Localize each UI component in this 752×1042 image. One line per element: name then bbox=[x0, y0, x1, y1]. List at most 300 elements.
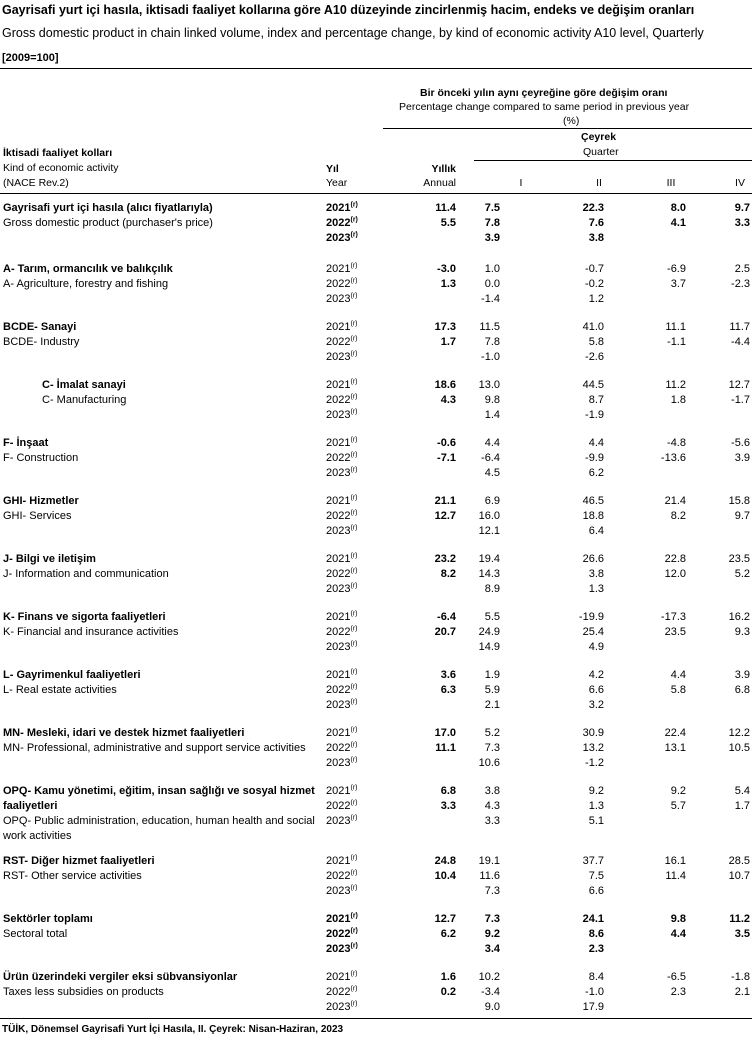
value-q1: 2.1 bbox=[484, 699, 500, 711]
value-q1: 9.2 bbox=[484, 928, 500, 940]
value-q3: 8.2 bbox=[670, 510, 686, 522]
activity-name bbox=[42, 378, 312, 408]
value-q2: 8.7 bbox=[588, 394, 604, 406]
value-q4: 6.8 bbox=[734, 684, 750, 696]
value-annual: -0.6 bbox=[437, 437, 456, 449]
revision-mark: (r) bbox=[350, 262, 358, 270]
value-q2: 7.5 bbox=[588, 870, 604, 882]
value-q1: 3.4 bbox=[484, 943, 500, 955]
year-cell: 2021$^{(r)}$ bbox=[326, 668, 358, 681]
value-q2: 8.6 bbox=[588, 928, 604, 940]
value-q3: 11.4 bbox=[665, 870, 686, 882]
value-annual: 10.4 bbox=[434, 870, 456, 882]
activity-name-tr: GHI- Hizmetler bbox=[3, 495, 79, 507]
value-annual: 12.7 bbox=[434, 913, 456, 925]
year-cell: 2022$^{(r)}$ bbox=[326, 741, 358, 754]
year-cell: 2021$^{(r)}$ bbox=[326, 494, 358, 507]
header-quarter-rule bbox=[474, 160, 752, 161]
revision-mark: (r) bbox=[350, 567, 358, 575]
revision-mark: (r) bbox=[350, 683, 358, 691]
value-q1: -1.0 bbox=[481, 351, 500, 363]
activity-name-tr: F- İnşaat bbox=[3, 437, 49, 449]
value-q2: 46.5 bbox=[582, 495, 604, 507]
year-cell: 2022$^{(r)}$ bbox=[326, 985, 358, 998]
year-cell: 2022$^{(r)}$ bbox=[326, 216, 358, 229]
value-q3: -13.6 bbox=[660, 452, 686, 464]
value-annual: 17.3 bbox=[434, 321, 456, 333]
value-q2: -0.7 bbox=[585, 263, 604, 275]
value-q1: 11.6 bbox=[479, 870, 500, 882]
year-cell: 2021$^{(r)}$ bbox=[326, 726, 358, 739]
value-annual: 3.3 bbox=[440, 800, 456, 812]
revision-mark: (r) bbox=[350, 393, 358, 401]
revision-mark: (r) bbox=[350, 756, 358, 764]
year-cell: 2021$^{(r)}$ bbox=[326, 784, 358, 797]
activity-name-en: Taxes less subsidies on products bbox=[3, 986, 164, 998]
year-cell: 2021$^{(r)}$ bbox=[326, 262, 358, 275]
value-annual: 18.6 bbox=[434, 379, 456, 391]
header-change-rule bbox=[383, 128, 752, 129]
value-q4: 3.9 bbox=[734, 452, 750, 464]
value-q2: -19.9 bbox=[578, 611, 604, 623]
value-annual: 11.4 bbox=[435, 202, 456, 214]
revision-mark: (r) bbox=[350, 970, 358, 978]
value-q3: 4.4 bbox=[670, 928, 686, 940]
value-q3: 4.1 bbox=[670, 217, 686, 229]
activity-group bbox=[0, 436, 752, 494]
value-q3: -4.8 bbox=[667, 437, 686, 449]
value-q2: 8.4 bbox=[588, 971, 604, 983]
value-annual: -7.1 bbox=[437, 452, 456, 464]
year-cell: 2022$^{(r)}$ bbox=[326, 799, 358, 812]
value-annual: 5.5 bbox=[440, 217, 456, 229]
activity-name-tr: C- İmalat sanayi bbox=[42, 379, 126, 391]
value-q3: 22.4 bbox=[664, 727, 686, 739]
activity-name-en: MN- Professional, administrative and support service activities bbox=[3, 742, 306, 754]
year-cell: 2021$^{(r)}$ bbox=[326, 912, 358, 925]
value-q1: 14.9 bbox=[478, 641, 500, 653]
year-cell: 2023$^{(r)}$ bbox=[326, 466, 358, 479]
year-cell: 2021$^{(r)}$ bbox=[326, 436, 358, 449]
activity-group bbox=[0, 784, 752, 854]
year-cell: 2023$^{(r)}$ bbox=[326, 756, 358, 769]
header-percent: (%) bbox=[563, 115, 580, 127]
value-q4: 2.1 bbox=[734, 986, 750, 998]
value-q1: -3.4 bbox=[481, 986, 500, 998]
activity-name-en: Gross domestic product (purchaser's price) bbox=[3, 217, 213, 229]
value-q2: 3.8 bbox=[588, 568, 604, 580]
year-cell: 2023$^{(r)}$ bbox=[326, 292, 358, 305]
year-cell: 2021$^{(r)}$ bbox=[326, 378, 358, 391]
year-cell: 2022$^{(r)}$ bbox=[326, 509, 358, 522]
value-q1: 3.9 bbox=[484, 232, 500, 244]
year-cell: 2022$^{(r)}$ bbox=[326, 869, 358, 882]
value-q2: 1.3 bbox=[588, 583, 604, 595]
value-annual: 20.7 bbox=[434, 626, 456, 638]
value-q3: 11.1 bbox=[665, 321, 686, 333]
year-cell: 2023$^{(r)}$ bbox=[326, 942, 358, 955]
header-top-rule bbox=[0, 68, 752, 69]
revision-mark: (r) bbox=[350, 640, 358, 648]
activity-name-tr: RST- Diğer hizmet faaliyetleri bbox=[3, 855, 155, 867]
activity-group bbox=[0, 668, 752, 726]
value-q2: 4.4 bbox=[588, 437, 604, 449]
value-q4: 11.2 bbox=[729, 913, 750, 925]
value-q2: -1.9 bbox=[585, 409, 604, 421]
activity-name-en: RST- Other service activities bbox=[3, 870, 142, 882]
value-annual: 6.3 bbox=[440, 684, 456, 696]
header-change-en: Percentage change compared to same period in previous year bbox=[399, 101, 690, 113]
value-q3: 5.8 bbox=[670, 684, 686, 696]
activity-name-en: Sectoral total bbox=[3, 928, 68, 940]
value-q1: 3.8 bbox=[484, 785, 500, 797]
activity-name-en: F- Construction bbox=[3, 452, 79, 464]
activity-name bbox=[3, 912, 321, 942]
value-q2: -9.9 bbox=[585, 452, 604, 464]
year-cell: 2021$^{(r)}$ bbox=[326, 320, 358, 333]
activity-name-tr: BCDE- Sanayi bbox=[3, 321, 77, 333]
revision-mark: (r) bbox=[350, 216, 358, 224]
value-q1: 0.0 bbox=[484, 278, 500, 290]
value-q2: 24.1 bbox=[582, 913, 604, 925]
revision-mark: (r) bbox=[350, 582, 358, 590]
year-cell: 2022$^{(r)}$ bbox=[326, 393, 358, 406]
value-q1: 19.4 bbox=[478, 553, 500, 565]
value-q3: 13.1 bbox=[664, 742, 686, 754]
activity-name-tr: MN- Mesleki, idari ve destek hizmet faaliyetleri bbox=[3, 727, 245, 739]
revision-mark: (r) bbox=[350, 854, 358, 862]
value-q3: 1.8 bbox=[670, 394, 686, 406]
value-q2: 7.6 bbox=[588, 217, 604, 229]
header-year-en: Year bbox=[326, 177, 348, 189]
value-q2: 2.3 bbox=[588, 943, 604, 955]
value-q2: 1.2 bbox=[588, 293, 604, 305]
value-q4: 10.5 bbox=[728, 742, 750, 754]
value-q2: 22.3 bbox=[582, 202, 604, 214]
value-q3: 12.0 bbox=[664, 568, 686, 580]
revision-mark: (r) bbox=[350, 451, 358, 459]
revision-mark: (r) bbox=[350, 320, 358, 328]
year-cell: 2021$^{(r)}$ bbox=[326, 854, 358, 867]
activity-name bbox=[3, 436, 321, 466]
footer-rule bbox=[0, 1018, 752, 1019]
value-q1: 8.9 bbox=[484, 583, 500, 595]
value-q4: -4.4 bbox=[731, 336, 750, 348]
value-q1: 10.6 bbox=[478, 757, 500, 769]
activity-name-en: OPQ- Public administration, education, human health and social work activities bbox=[3, 815, 315, 842]
revision-mark: (r) bbox=[350, 494, 358, 502]
activity-group bbox=[0, 726, 752, 784]
revision-mark: (r) bbox=[350, 814, 358, 822]
activity-name-tr: Ürün üzerindeki vergiler eksi sübvansiyonlar bbox=[3, 971, 238, 983]
revision-mark: (r) bbox=[350, 552, 358, 560]
activity-name-tr: Sektörler toplamı bbox=[3, 913, 93, 925]
value-q2: 13.2 bbox=[582, 742, 604, 754]
activity-name bbox=[3, 970, 321, 1000]
year-cell: 2023$^{(r)}$ bbox=[326, 884, 358, 897]
value-q1: 1.9 bbox=[484, 669, 500, 681]
activity-group bbox=[0, 320, 752, 378]
table-title: Gayrisafi yurt içi hasıla, iktisadi faaliyet kollarına göre A10 düzeyinde zincirlenmiş hacim, endeks ve değişim oranları bbox=[2, 3, 695, 17]
activity-group bbox=[0, 610, 752, 668]
year-cell: 2022$^{(r)}$ bbox=[326, 567, 358, 580]
value-annual: 8.2 bbox=[440, 568, 456, 580]
value-q4: -1.7 bbox=[731, 394, 750, 406]
activity-group bbox=[0, 970, 752, 1028]
value-q1: 4.4 bbox=[484, 437, 500, 449]
value-q3: 21.4 bbox=[664, 495, 686, 507]
revision-mark: (r) bbox=[350, 509, 358, 517]
revision-mark: (r) bbox=[350, 466, 358, 474]
value-q2: -1.2 bbox=[585, 757, 604, 769]
activity-name-tr: A- Tarım, ormancılık ve balıkçılık bbox=[3, 263, 173, 275]
header-activity-tr: İktisadi faaliyet kolları bbox=[3, 147, 113, 159]
year-cell: 2022$^{(r)}$ bbox=[326, 277, 358, 290]
revision-mark: (r) bbox=[350, 610, 358, 618]
value-q1: 4.5 bbox=[484, 467, 500, 479]
header-quarter-tr: Çeyrek bbox=[581, 131, 617, 143]
value-q4: 9.7 bbox=[734, 202, 750, 214]
value-q2: 6.6 bbox=[588, 684, 604, 696]
value-q4: 23.5 bbox=[728, 553, 750, 565]
revision-mark: (r) bbox=[350, 912, 358, 920]
revision-mark: (r) bbox=[350, 277, 358, 285]
year-cell: 2022$^{(r)}$ bbox=[326, 451, 358, 464]
value-q3: -1.1 bbox=[667, 336, 686, 348]
value-q1: 19.1 bbox=[478, 855, 500, 867]
activity-name-en: GHI- Services bbox=[3, 510, 72, 522]
source-footer: TÜİK, Dönemsel Gayrisafi Yurt İçi Hasıla, II. Çeyrek: Nisan-Haziran, 2023 bbox=[2, 1024, 344, 1035]
year-cell: 2023$^{(r)}$ bbox=[326, 582, 358, 595]
header-annual-tr: Yıllık bbox=[431, 163, 456, 175]
year-cell: 2022$^{(r)}$ bbox=[326, 683, 358, 696]
year-cell: 2021$^{(r)}$ bbox=[326, 610, 358, 623]
value-q1: 4.3 bbox=[484, 800, 500, 812]
revision-mark: (r) bbox=[350, 408, 358, 416]
value-q3: -17.3 bbox=[660, 611, 686, 623]
base-year-note: [2009=100] bbox=[2, 52, 59, 64]
value-annual: 1.6 bbox=[440, 971, 456, 983]
value-q2: 25.4 bbox=[582, 626, 604, 638]
revision-mark: (r) bbox=[350, 436, 358, 444]
year-cell: 2023$^{(r)}$ bbox=[326, 231, 358, 244]
value-q3: 9.2 bbox=[670, 785, 686, 797]
value-annual: -3.0 bbox=[437, 263, 456, 275]
value-q1: 7.5 bbox=[484, 202, 500, 214]
table-subtitle: Gross domestic product in chain linked volume, index and percentage change, by kind of economic activity A10 level, Quarterly bbox=[2, 26, 704, 40]
value-q1: 11.5 bbox=[479, 321, 500, 333]
value-q1: 9.0 bbox=[484, 1001, 500, 1013]
activity-name-en: K- Financial and insurance activities bbox=[3, 626, 179, 638]
value-q3: 8.0 bbox=[670, 202, 686, 214]
revision-mark: (r) bbox=[350, 799, 358, 807]
header-q1: I bbox=[519, 177, 523, 189]
year-cell: 2023$^{(r)}$ bbox=[326, 698, 358, 711]
activity-group bbox=[0, 552, 752, 610]
year-cell: 2022$^{(r)}$ bbox=[326, 335, 358, 348]
value-q2: 6.4 bbox=[588, 525, 604, 537]
activity-name-tr: Gayrisafi yurt içi hasıla (alıcı fiyatlarıyla) bbox=[3, 202, 213, 214]
value-q2: 1.3 bbox=[588, 800, 604, 812]
header-annual-en: Annual bbox=[423, 177, 456, 189]
value-q3: 3.7 bbox=[670, 278, 686, 290]
value-q4: 3.9 bbox=[734, 669, 750, 681]
activity-name bbox=[3, 494, 321, 524]
activity-group bbox=[0, 494, 752, 552]
value-q2: 6.6 bbox=[588, 885, 604, 897]
value-q1: 7.3 bbox=[484, 885, 500, 897]
header-bottom-rule bbox=[0, 193, 752, 194]
value-q4: 9.3 bbox=[734, 626, 750, 638]
value-q2: 6.2 bbox=[588, 467, 604, 479]
activity-group bbox=[0, 378, 752, 436]
activity-group bbox=[0, 912, 752, 970]
revision-mark: (r) bbox=[350, 524, 358, 532]
activity-name bbox=[3, 610, 321, 640]
revision-mark: (r) bbox=[350, 231, 358, 239]
value-annual: 3.6 bbox=[440, 669, 456, 681]
value-q1: 1.0 bbox=[484, 263, 500, 275]
value-q1: 7.3 bbox=[484, 742, 500, 754]
activity-group bbox=[0, 262, 752, 320]
value-q4: 28.5 bbox=[728, 855, 750, 867]
value-q3: 4.4 bbox=[670, 669, 686, 681]
revision-mark: (r) bbox=[350, 884, 358, 892]
value-annual: -6.4 bbox=[437, 611, 456, 623]
value-q2: -0.2 bbox=[585, 278, 604, 290]
value-q1: 5.5 bbox=[484, 611, 500, 623]
activity-name-en: J- Information and communication bbox=[3, 568, 169, 580]
year-cell: 2022$^{(r)}$ bbox=[326, 927, 358, 940]
value-annual: 4.3 bbox=[440, 394, 456, 406]
value-q1: 10.2 bbox=[478, 971, 500, 983]
activity-name bbox=[3, 726, 321, 756]
value-annual: 6.8 bbox=[440, 785, 456, 797]
value-q4: -5.6 bbox=[731, 437, 750, 449]
value-q1: 7.3 bbox=[484, 913, 500, 925]
value-q1: 9.8 bbox=[484, 394, 500, 406]
value-q1: 7.8 bbox=[484, 217, 500, 229]
value-q4: 12.7 bbox=[728, 379, 750, 391]
value-q4: 3.5 bbox=[734, 928, 750, 940]
value-annual: 11.1 bbox=[435, 742, 456, 754]
year-cell: 2021$^{(r)}$ bbox=[326, 970, 358, 983]
value-q4: -1.8 bbox=[731, 971, 750, 983]
value-q4: 2.5 bbox=[734, 263, 750, 275]
value-q1: 12.1 bbox=[478, 525, 500, 537]
value-q3: 23.5 bbox=[664, 626, 686, 638]
activity-name bbox=[3, 668, 321, 698]
activity-name bbox=[3, 320, 321, 350]
revision-mark: (r) bbox=[350, 201, 358, 209]
value-q2: 26.6 bbox=[582, 553, 604, 565]
revision-mark: (r) bbox=[350, 985, 358, 993]
activity-name-en: L- Real estate activities bbox=[3, 684, 117, 696]
activity-name-tr: J- Bilgi ve iletişim bbox=[3, 553, 96, 565]
value-q2: 17.9 bbox=[582, 1001, 604, 1013]
activity-name bbox=[3, 201, 321, 231]
value-q1: -6.4 bbox=[481, 452, 500, 464]
activity-name-en: A- Agriculture, forestry and fishing bbox=[3, 278, 169, 290]
header-year-tr: Yıl bbox=[326, 163, 339, 175]
activity-name bbox=[3, 784, 321, 844]
revision-mark: (r) bbox=[350, 350, 358, 358]
value-q4: 1.7 bbox=[734, 800, 750, 812]
revision-mark: (r) bbox=[350, 668, 358, 676]
value-annual: 1.7 bbox=[440, 336, 456, 348]
value-q2: -1.0 bbox=[585, 986, 604, 998]
value-q1: 6.9 bbox=[484, 495, 500, 507]
value-q4: 10.7 bbox=[728, 870, 750, 882]
value-q4: -2.3 bbox=[731, 278, 750, 290]
value-q2: 41.0 bbox=[582, 321, 604, 333]
value-q3: -6.5 bbox=[667, 971, 686, 983]
revision-mark: (r) bbox=[350, 741, 358, 749]
header-quarter-en: Quarter bbox=[583, 146, 619, 158]
header-activity-en: Kind of economic activity bbox=[3, 162, 119, 174]
value-q1: 7.8 bbox=[484, 336, 500, 348]
value-q4: 11.7 bbox=[729, 321, 750, 333]
value-q3: 11.2 bbox=[665, 379, 686, 391]
year-cell: 2021$^{(r)}$ bbox=[326, 552, 358, 565]
value-q3: 5.7 bbox=[670, 800, 686, 812]
value-q3: 16.1 bbox=[664, 855, 686, 867]
value-q3: 22.8 bbox=[664, 553, 686, 565]
value-annual: 6.2 bbox=[440, 928, 456, 940]
value-q2: 3.8 bbox=[588, 232, 604, 244]
value-q2: 4.2 bbox=[588, 669, 604, 681]
value-q1: 5.9 bbox=[484, 684, 500, 696]
activity-name bbox=[3, 854, 321, 884]
revision-mark: (r) bbox=[350, 869, 358, 877]
value-q4: 5.4 bbox=[734, 785, 750, 797]
value-q4: 15.8 bbox=[728, 495, 750, 507]
value-annual: 1.3 bbox=[440, 278, 456, 290]
value-q4: 3.3 bbox=[734, 217, 750, 229]
value-q2: 44.5 bbox=[582, 379, 604, 391]
value-annual: 12.7 bbox=[434, 510, 456, 522]
activity-name bbox=[3, 552, 321, 582]
value-q3: -6.9 bbox=[667, 263, 686, 275]
revision-mark: (r) bbox=[350, 378, 358, 386]
activity-name-tr: OPQ- Kamu yönetimi, eğitim, insan sağlığı ve sosyal hizmet faaliyetleri bbox=[3, 785, 315, 812]
header-q4: IV bbox=[735, 177, 745, 189]
value-annual: 23.2 bbox=[434, 553, 456, 565]
value-q4: 5.2 bbox=[734, 568, 750, 580]
value-q4: 12.2 bbox=[728, 727, 750, 739]
year-cell: 2021$^{(r)}$ bbox=[326, 201, 358, 214]
value-annual: 17.0 bbox=[434, 727, 456, 739]
value-q4: 9.7 bbox=[734, 510, 750, 522]
revision-mark: (r) bbox=[350, 726, 358, 734]
activity-group bbox=[0, 201, 752, 262]
value-q2: -2.6 bbox=[585, 351, 604, 363]
revision-mark: (r) bbox=[350, 698, 358, 706]
value-q2: 3.2 bbox=[588, 699, 604, 711]
activity-name-tr: K- Finans ve sigorta faaliyetleri bbox=[3, 611, 166, 623]
value-q1: 13.0 bbox=[478, 379, 500, 391]
value-q3: 2.3 bbox=[670, 986, 686, 998]
value-q2: 4.9 bbox=[588, 641, 604, 653]
value-annual: 21.1 bbox=[434, 495, 456, 507]
year-cell: 2023$^{(r)}$ bbox=[326, 814, 358, 827]
header-q2: II bbox=[596, 177, 602, 189]
value-q1: 16.0 bbox=[478, 510, 500, 522]
value-q2: 37.7 bbox=[582, 855, 604, 867]
revision-mark: (r) bbox=[350, 292, 358, 300]
year-cell: 2023$^{(r)}$ bbox=[326, 640, 358, 653]
revision-mark: (r) bbox=[350, 1000, 358, 1008]
